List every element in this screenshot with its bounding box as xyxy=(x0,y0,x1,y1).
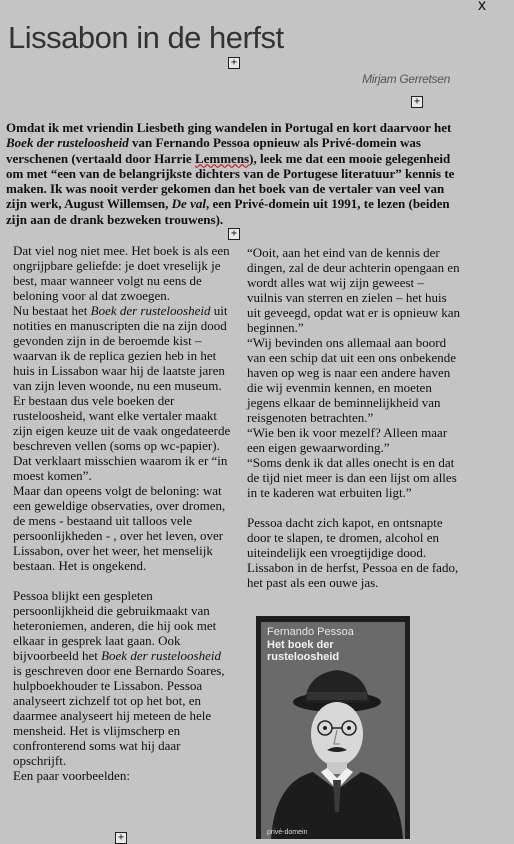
expand-icon[interactable]: + xyxy=(411,96,423,108)
expand-icon[interactable]: + xyxy=(228,228,240,240)
paragraph: Een paar voorbeelden: xyxy=(13,768,130,783)
expand-icon[interactable]: + xyxy=(115,832,127,844)
paragraph: Pessoa blijkt een gespleten persoonlijkheid die gebruikmaakt van heteroniemen, anderen, die hij ook met elkaar in gesprek laat gaan. Ook bijvoorbeeld het Boek der rusteloosheid is geschreven door ene Bernardo Soares, hulpboekhouder te Lissabon. Pessoa analyseert zichzelf tot op het bot, en daarmee analyseert hij meteen de hele mensheid. Het is vlijmscherp en confronterend soms wat hij daar opschrijft. xyxy=(13,588,225,768)
quote: “Wie ben ik voor mezelf? Alleen maar een eigen gewaarwording.” xyxy=(247,425,448,455)
quote: “Soms denk ik dat alles onecht is en dat de tijd niet meer is dan een lijst om alles in te kaderen wat erbuiten ligt.” xyxy=(247,455,457,500)
intro-paragraph: Omdat ik met vriendin Liesbeth ging wandelen in Portugal en kort daarvoor het Boek der rusteloosheid van Fernando Pessoa opnieuw als Privé-domein was verschenen (vertaald door Harrie Lemmens), leek me dat een mooie gelegenheid om met “een van de belangrijkste dichters van de Portugese literatuur” kennis te maken. Ik was nooit verder gekomen dan het boek van de vertaler van veel van zijn werk, August Willemsen, De val, een Privé-domein uit 1991, te lezen (beiden zijn aan de drank bezweken trouwens). xyxy=(6,120,455,227)
paragraph: Pessoa dacht zich kapot, en ontsnapte door te slapen, te dromen, alcohol en uiteindelijk een vroegtijdige dood. Lissabon in de herfst, Pessoa en de fado, het past als een ouwe jas. xyxy=(247,515,459,590)
book-cover-publisher: privé-domein xyxy=(267,829,308,836)
left-column xyxy=(13,243,231,783)
book-cover-title: Het boek der rusteloosheid xyxy=(267,639,340,663)
right-column xyxy=(247,245,462,590)
paragraph: Maar dan opeens volgt de beloning: wat een geweldige observaties, over dromen, de mens - bestaand uit talloos vele persoonlijkheden - , over het leven, over Lissabon, over het weer, het menselijk bestaan. Het is ongekend. xyxy=(13,483,226,573)
book-title-italic: Boek der rusteloosheid xyxy=(6,135,129,151)
paragraph: Nu bestaat het Boek der rusteloosheid uit notities en manuscripten die na zijn dood gevonden zijn in de beroemde kist – waarvan ik de replica gezien heb in het huis in Lissabon waar hij de laatste jaren van zijn leven woonde, nu een museum. Er bestaan dus vele boeken der rusteloosheid, want elke vertaler maakt zijn eigen keuze uit de vaak ongedateerde beschreven vellen (soms op wc-papier). Dat verklaart misschien waarom ik er “in moest komen”. xyxy=(13,303,231,483)
book-cover-image xyxy=(256,616,410,839)
author-name: Mirjam Gerretsen xyxy=(362,72,450,86)
quote: “Wij bevinden ons allemaal aan boord van een schip dat uit een ons onbekende haven op weg is naar een andere haven die wij evenmin kennen, en moeten jegens elkaar de beminnelijkheid van reisgenoten betrachten.” xyxy=(247,335,457,425)
spellcheck-word: Lemmens xyxy=(194,150,250,166)
quote: “Ooit, aan het eind van de kennis der dingen, zal de deur achterin opengaan en wordt alles wat wij zijn geweest – vuilnis van sterren en zielen – het huis uit geveegd, opdat wat er is opnieuw kan beginnen.” xyxy=(247,245,460,335)
close-button[interactable]: x xyxy=(478,0,486,14)
expand-icon[interactable]: + xyxy=(228,57,240,69)
page-title: Lissabon in de herfst xyxy=(8,20,284,55)
book-cover-author: Fernando Pessoa xyxy=(267,626,354,638)
paragraph: Dat viel nog niet mee. Het boek is als een ongrijpbare geliefde: je doet vreselijk je best, maar wanneer volgt nu eens de beloning voor al dat zwoegen. xyxy=(13,243,230,303)
